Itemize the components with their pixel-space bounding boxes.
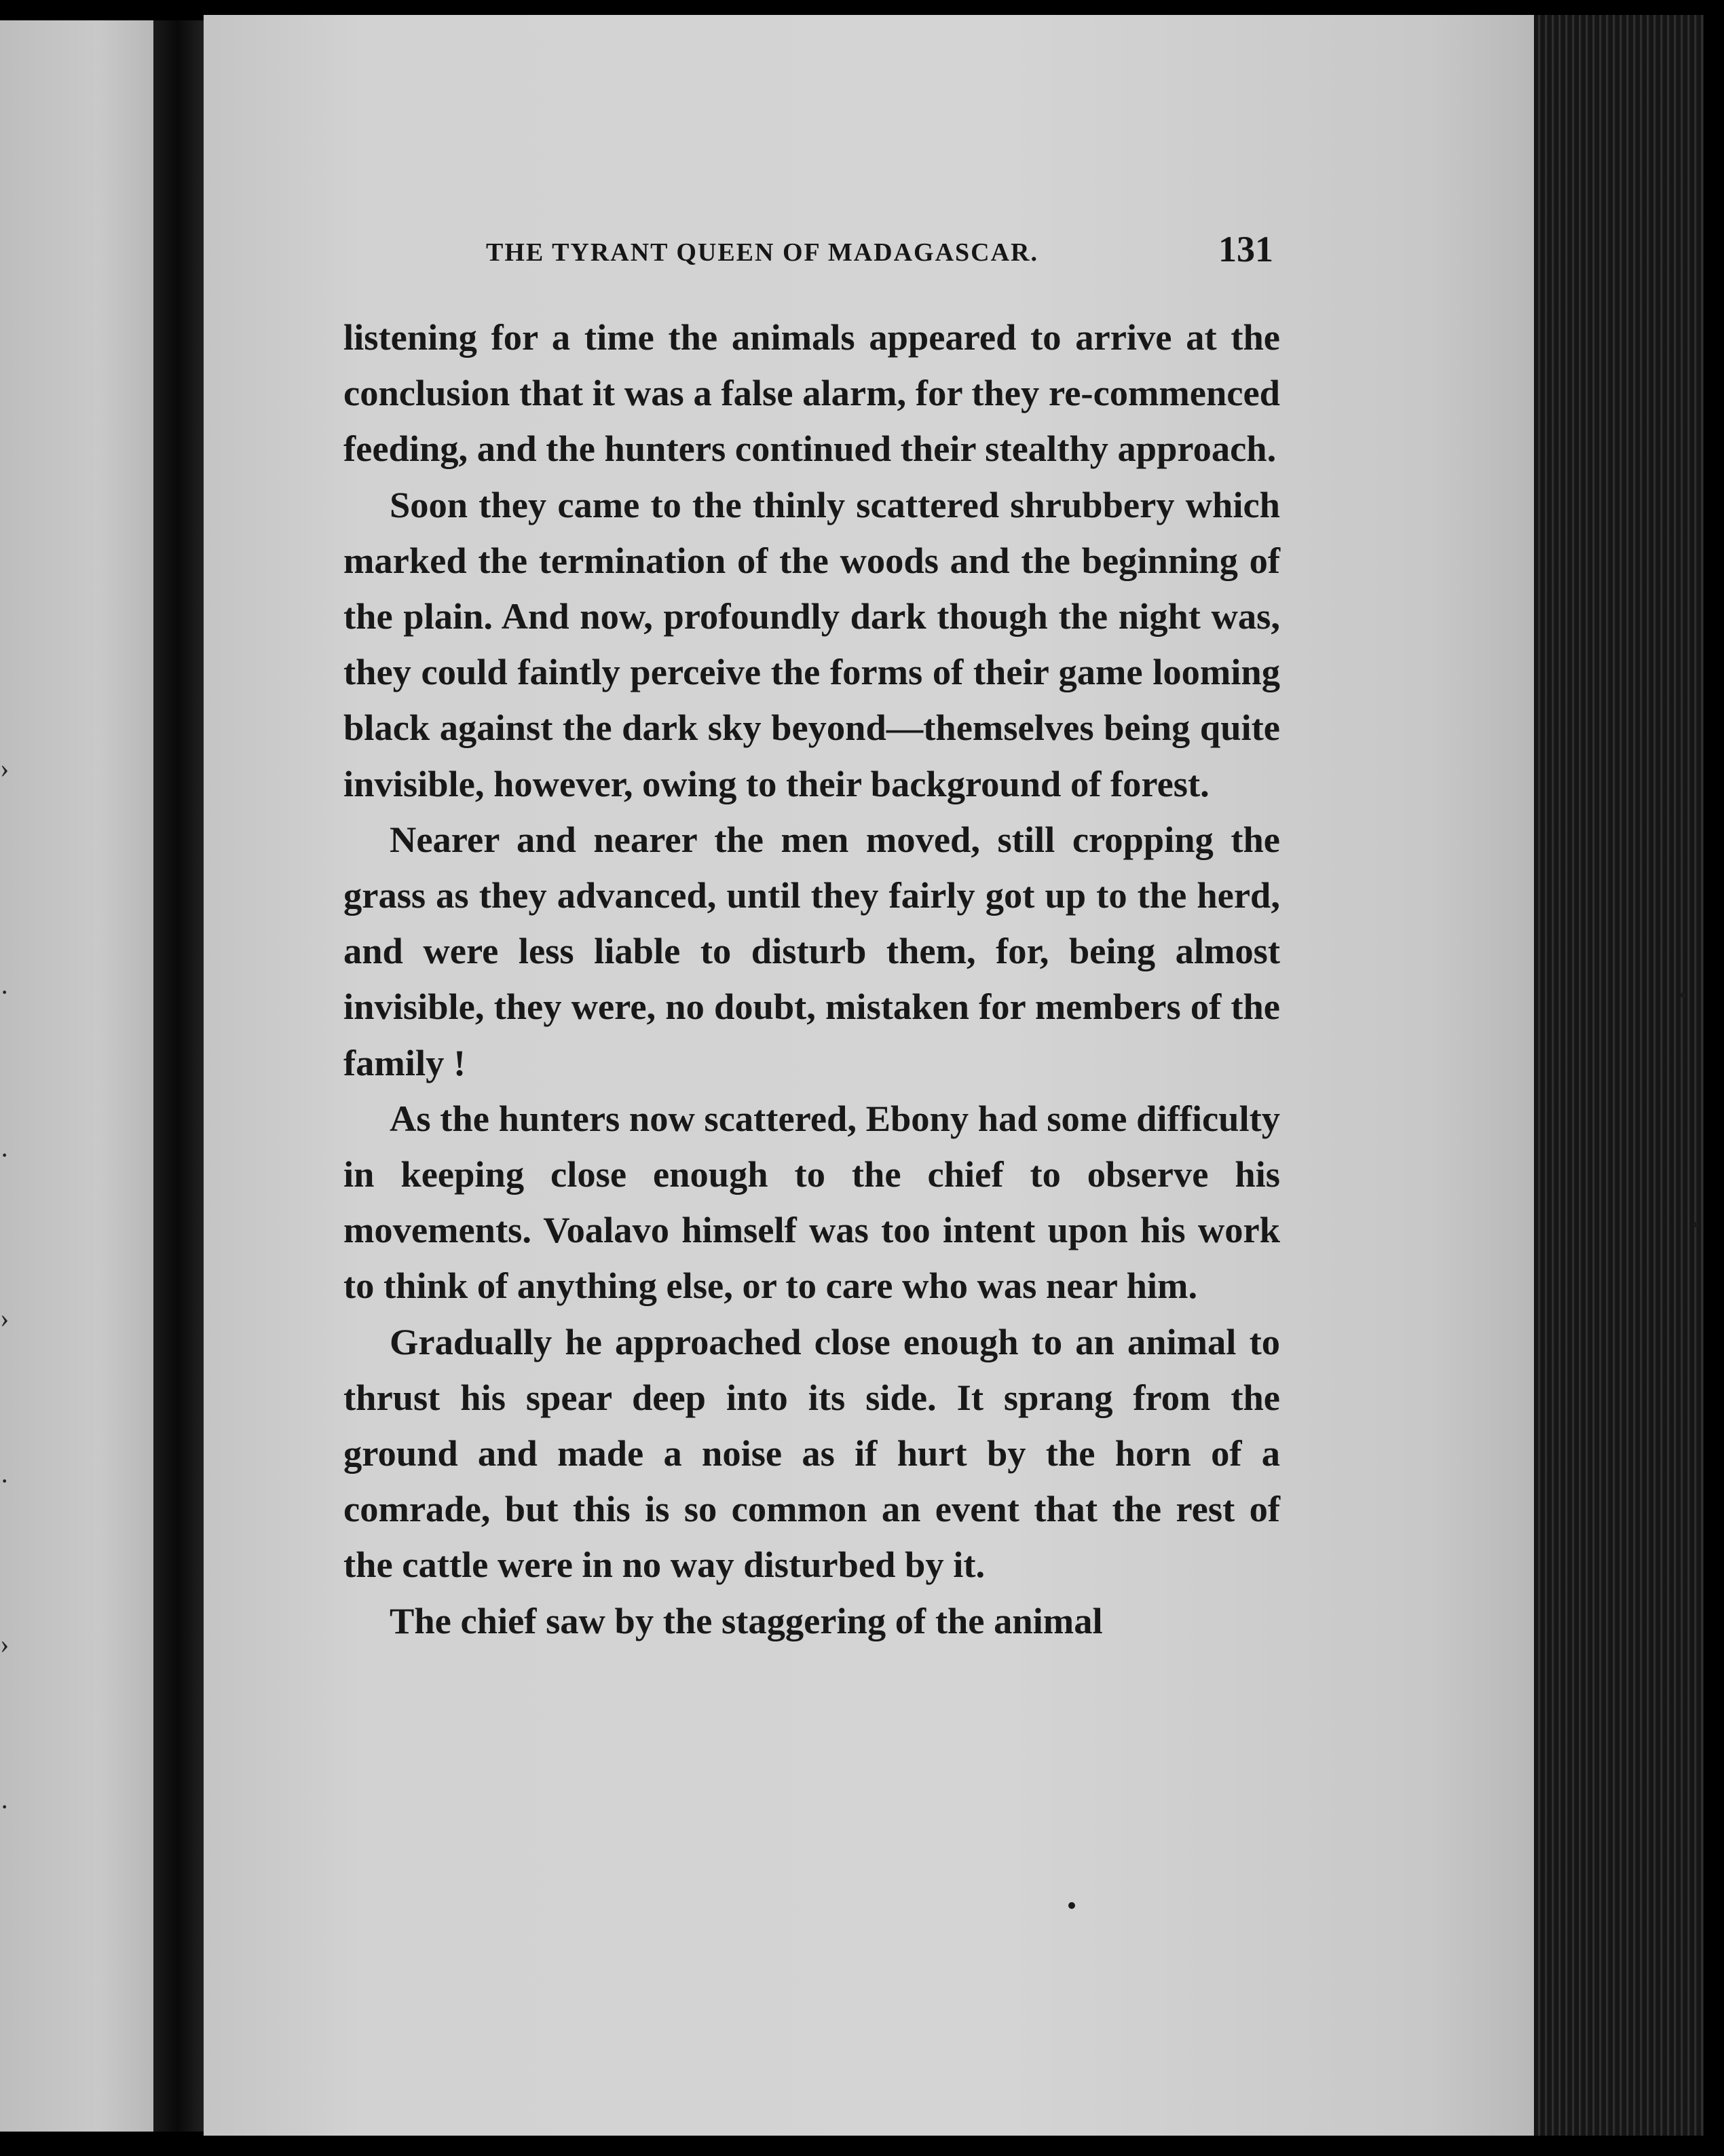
bleed-mark: · (0, 1466, 10, 1496)
paragraph: Nearer and nearer the men moved, still cropping the grass as they advanced, until they fairly got up to the herd, and were less liable to disturb them, for, being almost invisible, they were, no doubt, mistaken for members of the family ! (343, 818, 1280, 1083)
bleed-mark: · (0, 1791, 10, 1822)
left-page-edge (0, 20, 163, 2132)
ink-speck (1068, 1902, 1075, 1909)
bleed-mark: › (0, 1629, 10, 1659)
bleed-mark: · (0, 1140, 10, 1170)
ink-speck (1693, 1222, 1698, 1227)
paragraph: As the hunters now scattered, Ebony had some difficulty in keeping close enough to the chief to observe his movements. Voalavo himself was too intent upon his work to think of anything else, or to care who was near him. (343, 1097, 1280, 1307)
running-head (486, 228, 1273, 276)
bleed-mark: › (0, 1303, 10, 1333)
bleed-mark: › (0, 753, 10, 783)
bleed-mark: · (0, 977, 10, 1007)
paragraph: Soon they came to the thinly scattered shrubbery which marked the termination of the woods and the beginning of the plain. And now, profoundly dark though the night was, they could faintly perceive the forms of their game looming black against the dark sky beyond—themselves being quite invisible, however, owing to their background of forest. (343, 483, 1280, 804)
body-text (343, 310, 1280, 1649)
paragraph: listening for a time the animals appeared to arrive at the conclusion that it was a false alarm, for they re-commenced feeding, and the hunters continued their stealthy approach. (343, 316, 1280, 470)
running-title: THE TYRANT QUEEN OF MADAGASCAR. (486, 238, 1038, 267)
page-block-edge (1534, 15, 1704, 2136)
ink-speck (1681, 992, 1686, 998)
page-number: 131 (1218, 229, 1273, 270)
paragraph: Gradually he approached close enough to an animal to thrust his spear deep into its side. It sprang from the ground and made a noise as if hurt by the horn of a comrade, but this is so common an event that the rest of the cattle were in no way disturbed by it. (343, 1320, 1280, 1586)
paragraph: The chief saw by the staggering of the animal (390, 1599, 1103, 1641)
